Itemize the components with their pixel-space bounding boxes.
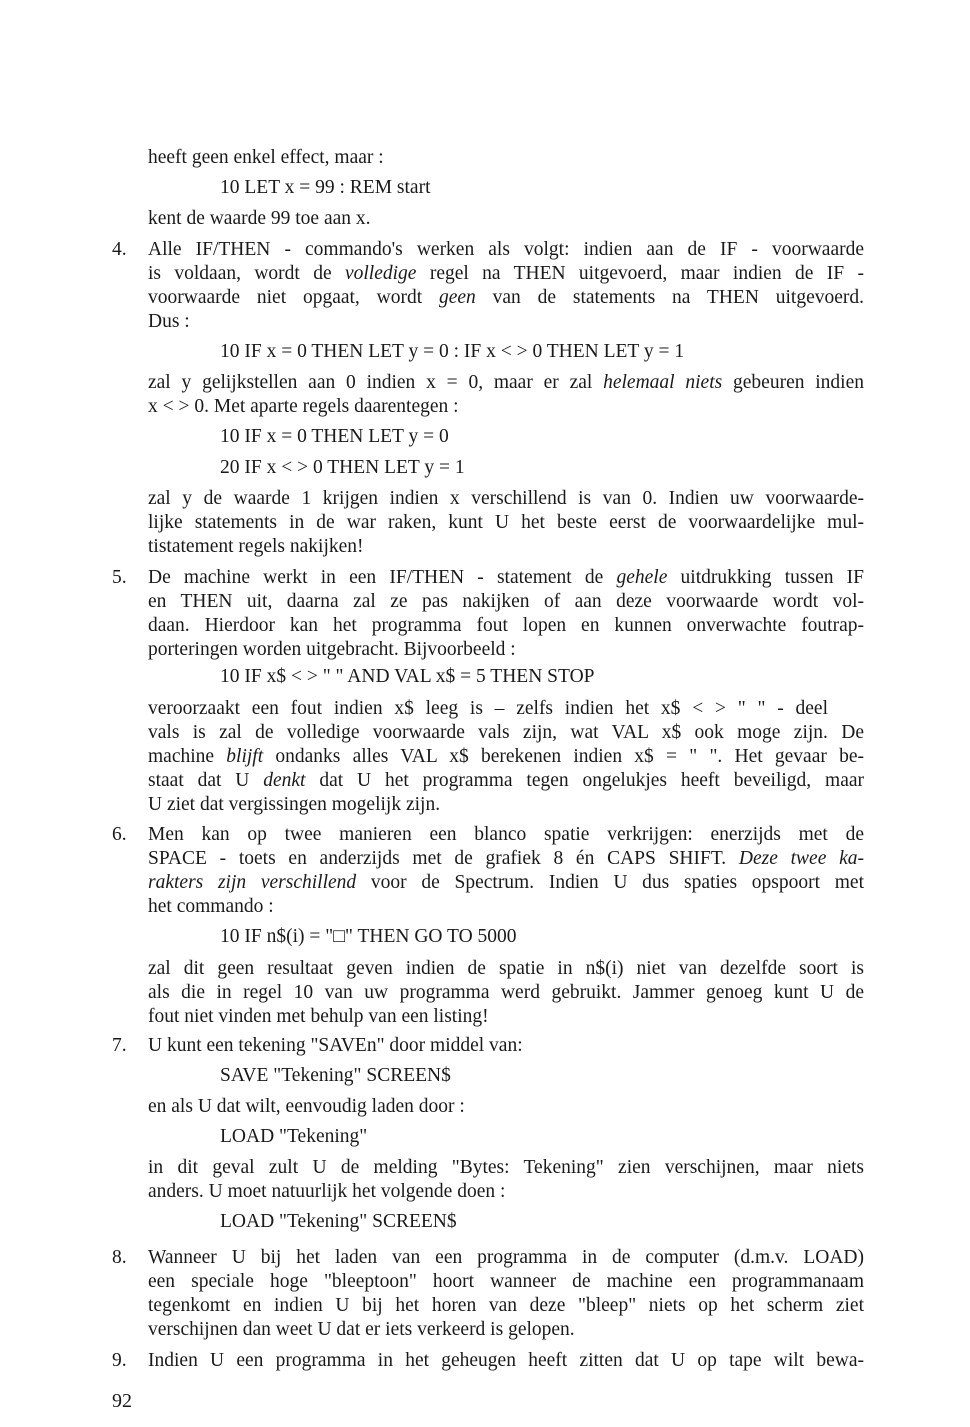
emphasis-deze-twee: Deze twee ka- — [738, 848, 864, 869]
emphasis-rakters-verschillend: rakters zijn verschillend — [148, 872, 357, 893]
item-5-line-2: en THEN uit, daarna zal ze pas nakijken of aan deze voorwaarde wordt vol- — [148, 591, 864, 612]
item-4-line-1: Alle IF/THEN - commando's werken als volgt: indien aan de IF - voorwaarde — [148, 239, 864, 260]
item-7-code-2: LOAD "Tekening" — [220, 1126, 368, 1147]
item-4-line-4: Dus : — [148, 311, 190, 332]
item-7-line-4: anders. U moet natuurlijk het volgende doen : — [148, 1181, 506, 1202]
page-number: 92 — [112, 1390, 132, 1412]
intro-line-2: kent de waarde 99 toe aan x. — [148, 208, 371, 229]
item-7-code-1: SAVE "Tekening" SCREEN$ — [220, 1065, 451, 1086]
item-8-line-1: Wanneer U bij het laden van een programma in de computer (d.m.v. LOAD) — [148, 1247, 864, 1268]
item-6-line-1: Men kan op twee manieren een blanco spatie verkrijgen: enerzijds met de — [148, 824, 864, 845]
emphasis-volledige: volledige — [344, 263, 417, 284]
item-6-line-6: als die in regel 10 van uw programma werd gebruikt. Jammer genoeg kunt U de — [148, 982, 864, 1003]
item-4-line-5: zal y gelijkstellen aan 0 indien x = 0, maar er zal helemaal niets gebeuren indien — [148, 372, 865, 393]
item-5-line-3: daan. Hierdoor kan het programma fout lopen en kunnen onverwachte foutrap- — [148, 615, 864, 636]
item-8-line-4: verschijnen dan weet U dat er iets verkeerd is gelopen. — [148, 1319, 575, 1340]
item-5-line-5: veroorzaakt een fout indien x$ leeg is – zelfs indien het x$ < > " " - deel — [148, 698, 828, 719]
emphasis-gehele: gehele — [616, 567, 668, 588]
item-5-line-7: machine blijft ondanks alles VAL x$ berekenen indien x$ = " ". Het gevaar be- — [148, 746, 864, 767]
item-6-line-5: zal dit geen resultaat geven indien de spatie in n$(i) niet van dezelfde soort is — [148, 958, 864, 979]
item-6-code-1: 10 IF n$(i) = "□" THEN GO TO 5000 — [220, 926, 517, 947]
intro-code-1: 10 LET x = 99 : REM start — [220, 177, 431, 198]
item-6-line-7: fout niet vinden met behulp van een listing! — [148, 1006, 489, 1027]
item-4-code-1: 10 IF x = 0 THEN LET y = 0 : IF x < > 0 THEN LET y = 1 — [220, 341, 685, 362]
item-5-code-1: 10 IF x$ < > " " AND VAL x$ = 5 THEN STOP — [220, 666, 595, 687]
item-4-code-2: 10 IF x = 0 THEN LET y = 0 — [220, 426, 449, 447]
item-4-code-3: 20 IF x < > 0 THEN LET y = 1 — [220, 457, 465, 478]
item-5-line-6: vals is zal de volledige voorwaarde vals zijn, wat VAL x$ ook moge zijn. De — [148, 722, 864, 743]
item-6-line-2: SPACE - toets en anderzijds met de grafiek 8 én CAPS SHIFT. Deze twee ka- — [148, 848, 864, 869]
item-8-line-3: tegenkomt en indien U bij het horen van deze "bleep" niets op het scherm ziet — [148, 1295, 864, 1316]
item-5-line-9: U ziet dat vergissingen mogelijk zijn. — [148, 794, 441, 815]
emphasis-denkt: denkt — [263, 770, 306, 791]
item-8-line-2: een speciale hoge "bleeptoon" hoort wanneer de machine een programmanaam — [148, 1271, 864, 1292]
emphasis-geen: geen — [438, 287, 476, 308]
item-7-number: 7. — [112, 1035, 127, 1056]
item-5-line-1: De machine werkt in een IF/THEN - statement de gehele uitdrukking tussen IF — [148, 567, 865, 588]
item-6-line-4: het commando : — [148, 896, 274, 917]
item-7-line-1: U kunt een tekening "SAVEn" door middel van: — [148, 1035, 523, 1056]
item-5-number: 5. — [112, 567, 127, 588]
item-6-number: 6. — [112, 824, 127, 845]
item-4-line-7: zal y de waarde 1 krijgen indien x verschillend is van 0. Indien uw voorwaarde- — [148, 488, 864, 509]
intro-line-1: heeft geen enkel effect, maar : — [148, 147, 384, 168]
emphasis-helemaal-niets: helemaal niets — [603, 372, 723, 393]
item-7-line-3: in dit geval zult U de melding "Bytes: Tekening" zien verschijnen, maar niets — [148, 1157, 864, 1178]
item-7-code-3: LOAD "Tekening" SCREEN$ — [220, 1211, 457, 1232]
emphasis-blijft: blijft — [226, 746, 264, 767]
item-9-number: 9. — [112, 1350, 127, 1371]
item-4-line-8: lijke statements in de war raken, kunt U het beste eerst de voorwaardelijke mul- — [148, 512, 864, 533]
item-7-line-2: en als U dat wilt, eenvoudig laden door : — [148, 1096, 465, 1117]
item-9-line-1: Indien U een programma in het geheugen heeft zitten dat U op tape wilt bewa- — [148, 1350, 864, 1371]
item-8-number: 8. — [112, 1247, 127, 1268]
item-4-number: 4. — [112, 239, 127, 260]
item-4-line-2: is voldaan, wordt de volledige regel na THEN uitgevoerd, maar indien de IF - — [148, 263, 864, 284]
item-5-line-8: staat dat U denkt dat U het programma tegen ongelukjes heeft beveiligd, maar — [148, 770, 864, 791]
item-5-line-4: porteringen worden uitgebracht. Bijvoorbeeld : — [148, 639, 516, 660]
item-4-line-9: tistatement regels nakijken! — [148, 536, 364, 557]
item-6-line-3: rakters zijn verschillend voor de Spectrum. Indien U dus spaties opspoort met — [148, 872, 865, 893]
item-4-line-6: x < > 0. Met aparte regels daarentegen : — [148, 396, 459, 417]
item-4-line-3: voorwaarde niet opgaat, wordt geen van de statements na THEN uitgevoerd. — [148, 287, 864, 308]
